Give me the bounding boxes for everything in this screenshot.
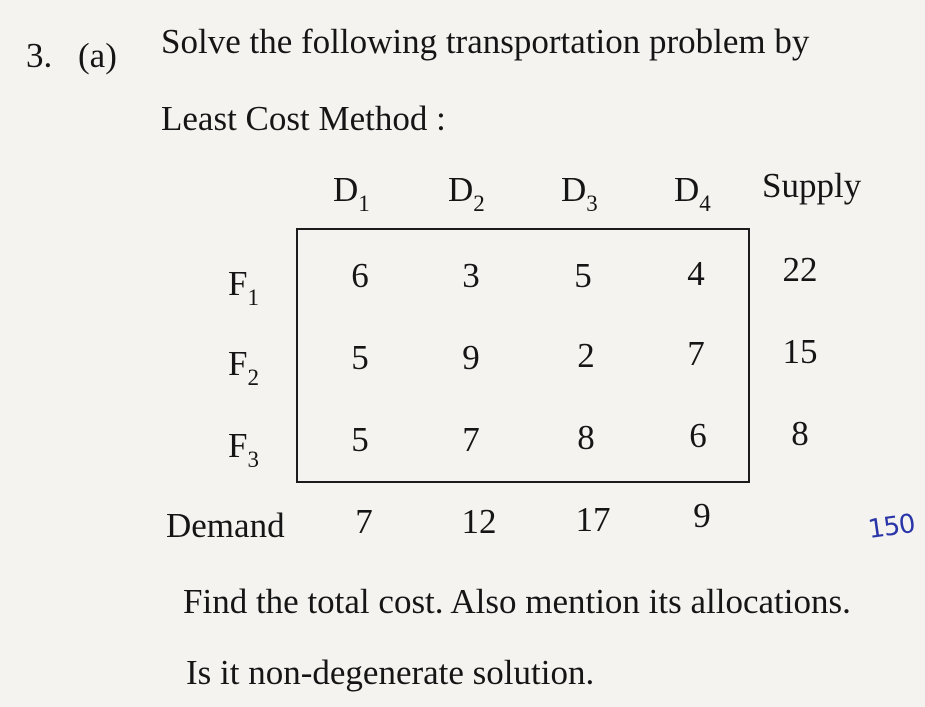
row-label-f1 [228,264,259,310]
cost-cell: 5 [574,256,592,295]
column-header-letter: D [333,170,359,209]
column-header-subscript: 3 [586,191,598,216]
cost-cell: 7 [462,420,480,459]
handwritten-margin-note: 150 [866,508,917,546]
column-header-d2 [448,170,485,216]
cost-cell: 9 [462,338,480,377]
row-label-f2 [228,344,259,390]
demand-value: 17 [575,500,611,539]
cost-cell: 5 [351,338,369,377]
cost-cell: 4 [687,254,705,293]
supply-value: 15 [782,332,818,371]
cost-cell: 5 [351,420,369,459]
demand-value: 7 [355,502,373,541]
column-header-subscript: 2 [473,191,485,216]
supply-header: Supply [762,166,862,205]
column-header-letter: D [674,170,700,209]
supply-value: 8 [791,414,809,453]
instruction-line-1: Find the total cost. Also mention its allocations. [183,582,851,621]
column-header-d3 [561,170,598,216]
column-header-d1 [333,170,370,216]
cost-cell: 6 [351,256,369,295]
column-header-subscript: 1 [358,191,370,216]
row-label-subscript: 2 [247,365,259,390]
demand-value: 9 [693,496,711,535]
instruction-line-2: Is it non-degenerate solution. [186,653,595,692]
column-header-subscript: 4 [699,191,711,216]
question-part: (a) [78,36,117,75]
supply-value: 22 [782,250,818,289]
row-label-letter: F [228,344,248,383]
row-label-letter: F [228,264,248,303]
cost-cell: 8 [577,418,595,457]
column-header-letter: D [448,170,474,209]
row-label-letter: F [228,426,248,465]
cost-cell: 3 [462,256,480,295]
column-header-d4 [674,170,711,216]
demand-value: 12 [461,502,497,541]
cost-cell: 7 [687,334,705,373]
row-label-f3 [228,426,259,472]
question-number: 3. [26,36,53,75]
row-label-subscript: 3 [247,447,259,472]
question-text-line-1: Solve the following transportation problem by [161,22,810,61]
cost-cell: 6 [689,416,707,455]
row-label-subscript: 1 [247,285,259,310]
demand-label: Demand [166,506,285,545]
cost-cell: 2 [577,336,595,375]
question-text-line-2: Least Cost Method : [161,99,446,138]
column-header-letter: D [561,170,587,209]
